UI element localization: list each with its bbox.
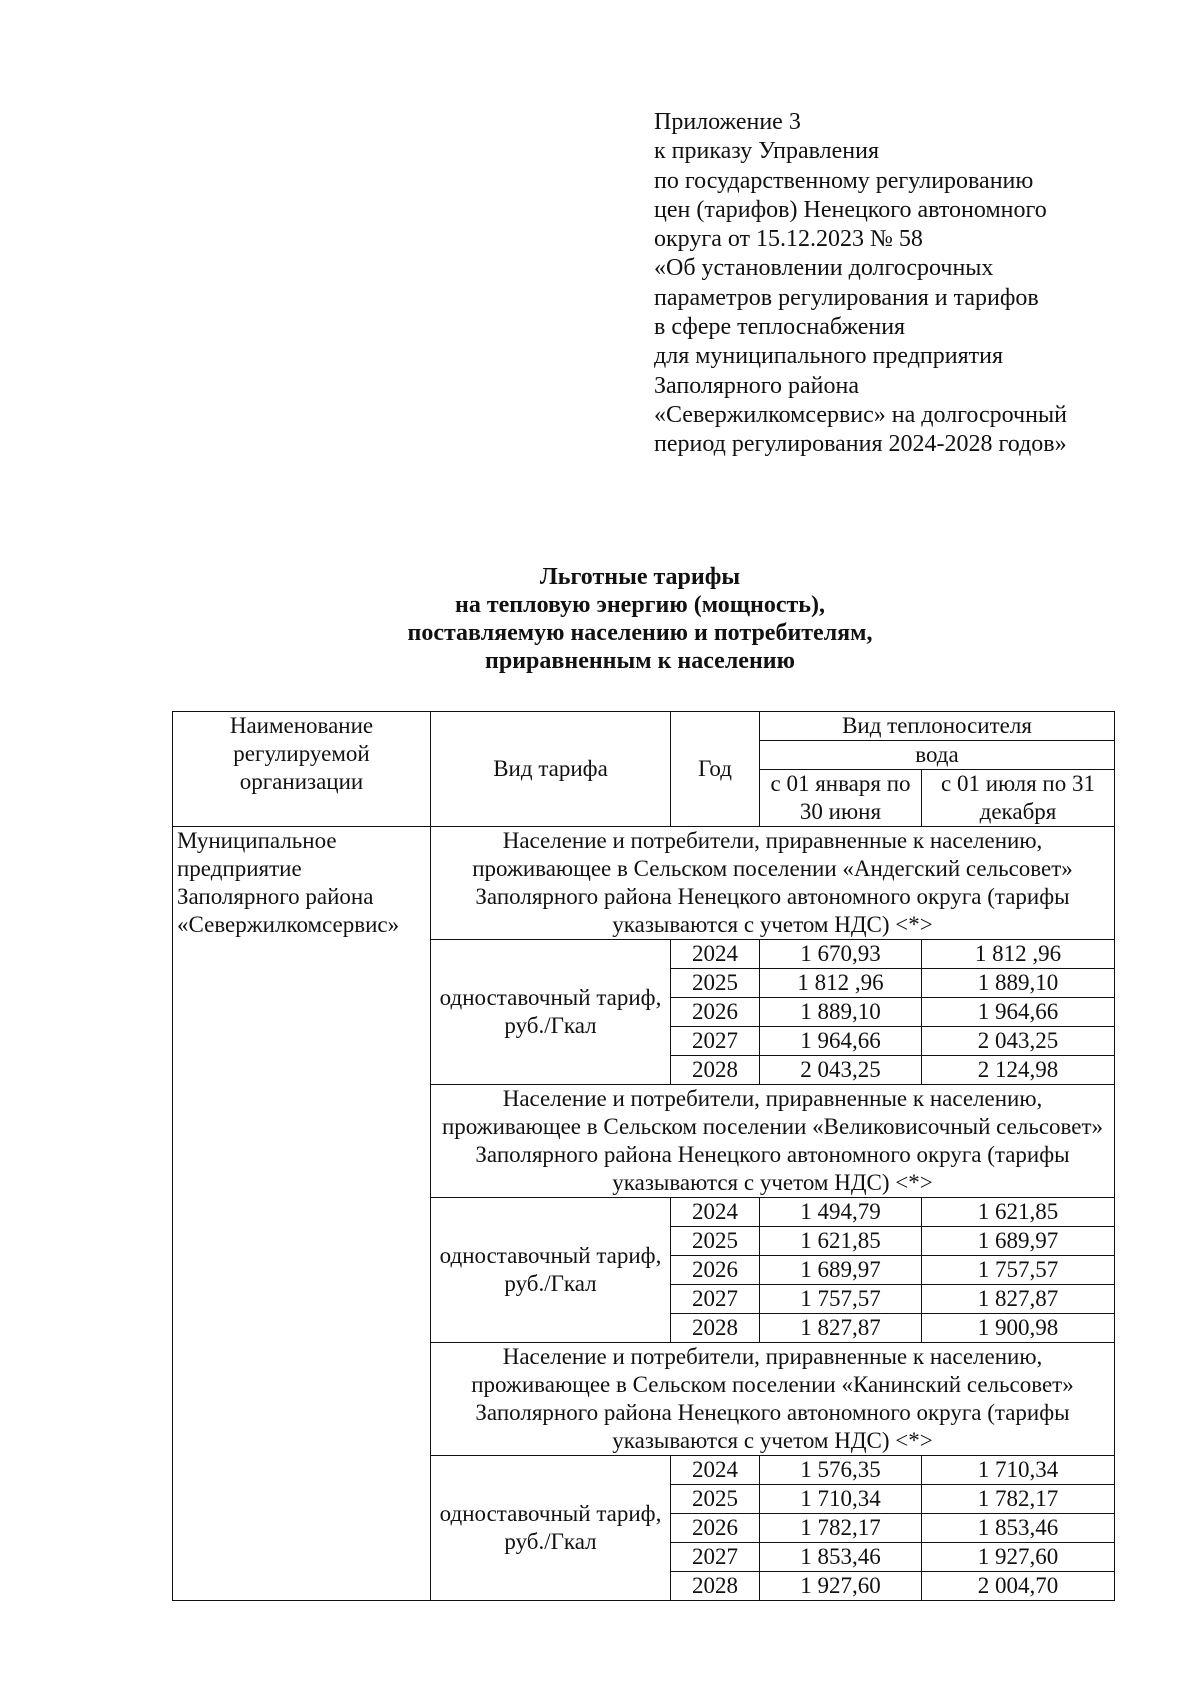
- appendix-line: по государственному регулированию: [654, 167, 1034, 194]
- title-line: приравненным к населению: [485, 648, 795, 674]
- header-carrier: Вид теплоносителя: [760, 712, 1115, 741]
- value-cell: 1 710,34: [922, 1456, 1115, 1485]
- year-cell: 2028: [671, 1572, 760, 1601]
- group-description-row: [173, 827, 1115, 940]
- appendix-line: параметров регулирования и тарифов: [654, 284, 1039, 311]
- group-description: Население и потребители, приравненные к населению, проживающее в Сельском поселении «Канинский сельсовет» Заполярного района Ненецкого автономного округа (тарифы указываются с учетом НДС) <*>: [431, 1343, 1115, 1456]
- value-cell: 1 964,66: [760, 1027, 922, 1056]
- year-cell: 2027: [671, 1543, 760, 1572]
- year-cell: 2025: [671, 1227, 760, 1256]
- header-year: Год: [671, 712, 760, 827]
- appendix-line: период регулирования 2024-2028 годов»: [654, 431, 1067, 458]
- value-cell: 1 853,46: [760, 1543, 922, 1572]
- value-cell: 1 827,87: [760, 1314, 922, 1343]
- title-line: Льготные тарифы: [539, 564, 741, 590]
- year-cell: 2026: [671, 1514, 760, 1543]
- header-period-2: с 01 июля по 31 декабря: [922, 770, 1115, 827]
- header-period-1: с 01 января по 30 июня: [760, 770, 922, 827]
- value-cell: 1 494,79: [760, 1198, 922, 1227]
- table-header-row: [173, 712, 1115, 741]
- year-cell: 2026: [671, 998, 760, 1027]
- value-cell: 1 889,10: [760, 998, 922, 1027]
- title-line: на тепловую энергию (мощность),: [455, 592, 825, 618]
- value-cell: 1 900,98: [922, 1314, 1115, 1343]
- value-cell: 1 853,46: [922, 1514, 1115, 1543]
- tariff-table: [172, 711, 1115, 1601]
- year-cell: 2028: [671, 1314, 760, 1343]
- group-description: Население и потребители, приравненные к населению, проживающее в Сельском поселении «Великовисочный сельсовет» Заполярного района Ненецкого автономного округа (тарифы указываются с учетом НДС) <*>: [431, 1085, 1115, 1198]
- value-cell: 1 964,66: [922, 998, 1115, 1027]
- value-cell: 1 757,57: [922, 1256, 1115, 1285]
- year-cell: 2027: [671, 1027, 760, 1056]
- appendix-header: [654, 108, 1174, 460]
- value-cell: 1 927,60: [922, 1543, 1115, 1572]
- appendix-line: «Об установлении долгосрочных: [654, 255, 994, 282]
- value-cell: 1 689,97: [760, 1256, 922, 1285]
- value-cell: 2 124,98: [922, 1056, 1115, 1085]
- value-cell: 1 812 ,96: [922, 940, 1115, 969]
- organization-name: Муниципальное предприятие Заполярного района «Севержилкомсервис»: [173, 827, 431, 1601]
- year-cell: 2025: [671, 1485, 760, 1514]
- group-description: Население и потребители, приравненные к населению, проживающее в Сельском поселении «Андегский сельсовет» Заполярного района Ненецкого автономного округа (тарифы указываются с учетом НДС) <*>: [431, 827, 1115, 940]
- year-cell: 2028: [671, 1056, 760, 1085]
- year-cell: 2026: [671, 1256, 760, 1285]
- header-water: вода: [760, 741, 1115, 770]
- value-cell: 1 710,34: [760, 1485, 922, 1514]
- value-cell: 1 621,85: [922, 1198, 1115, 1227]
- value-cell: 1 812 ,96: [760, 969, 922, 998]
- value-cell: 1 621,85: [760, 1227, 922, 1256]
- value-cell: 2 043,25: [922, 1027, 1115, 1056]
- appendix-line: «Севержилкомсервис» на долгосрочный: [654, 401, 1067, 428]
- header-org: Наименование регулируемой организации: [173, 712, 431, 827]
- appendix-line: Заполярного района: [654, 372, 859, 399]
- appendix-line: округа от 15.12.2023 № 58: [654, 226, 923, 253]
- value-cell: 1 576,35: [760, 1456, 922, 1485]
- value-cell: 1 670,93: [760, 940, 922, 969]
- year-cell: 2024: [671, 1198, 760, 1227]
- appendix-line: Приложение 3: [654, 109, 801, 135]
- appendix-line: для муниципального предприятия: [654, 343, 1003, 370]
- appendix-line: цен (тарифов) Ненецкого автономного: [654, 196, 1047, 223]
- value-cell: 2 004,70: [922, 1572, 1115, 1601]
- tariff-label: одноставочный тариф, руб./Гкал: [431, 940, 671, 1085]
- tariff-label: одноставочный тариф, руб./Гкал: [431, 1456, 671, 1601]
- value-cell: 2 043,25: [760, 1056, 922, 1085]
- header-tariff-type: Вид тарифа: [431, 712, 671, 827]
- value-cell: 1 889,10: [922, 969, 1115, 998]
- value-cell: 1 827,87: [922, 1285, 1115, 1314]
- tariff-label: одноставочный тариф, руб./Гкал: [431, 1198, 671, 1343]
- year-cell: 2025: [671, 969, 760, 998]
- title-line: поставляемую населению и потребителям,: [407, 620, 873, 646]
- value-cell: 1 782,17: [760, 1514, 922, 1543]
- document-title: [160, 563, 1120, 675]
- year-cell: 2027: [671, 1285, 760, 1314]
- value-cell: 1 927,60: [760, 1572, 922, 1601]
- appendix-line: в сфере теплоснабжения: [654, 314, 906, 341]
- year-cell: 2024: [671, 940, 760, 969]
- year-cell: 2024: [671, 1456, 760, 1485]
- appendix-line: к приказу Управления: [654, 138, 880, 165]
- value-cell: 1 689,97: [922, 1227, 1115, 1256]
- value-cell: 1 757,57: [760, 1285, 922, 1314]
- value-cell: 1 782,17: [922, 1485, 1115, 1514]
